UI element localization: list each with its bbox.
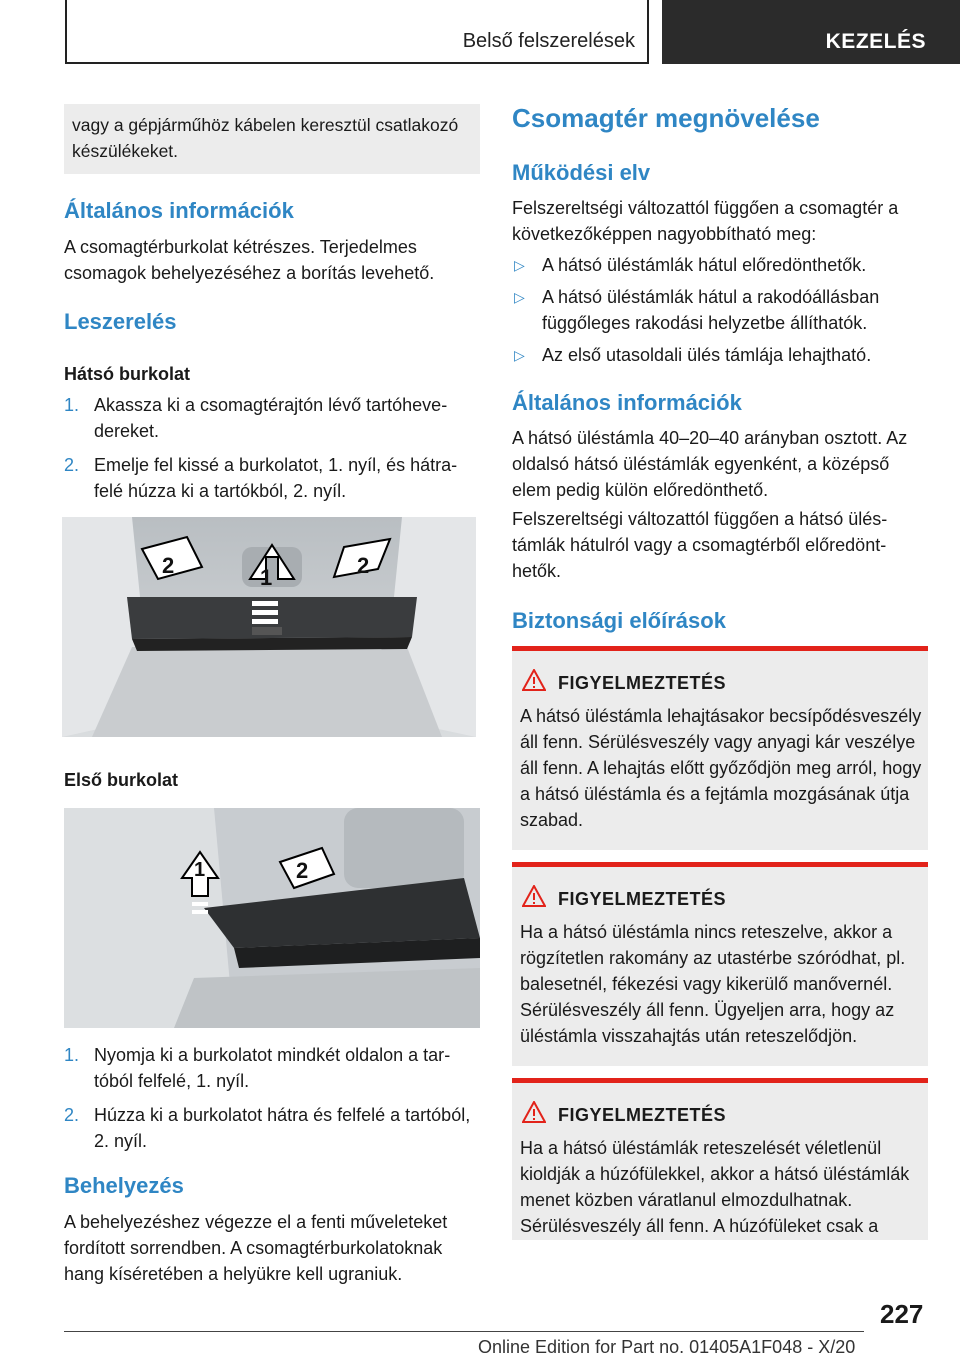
safety-heading-wrap: [512, 608, 928, 634]
main-heading: Csomagtér megnövelése: [512, 103, 820, 133]
right-general-text-1: A hátsó üléstámla 40–20–40 arányban osztott. Az oldalsó hátsó üléstámlák egyenként, a középső elem pedig külön előredönthető.: [512, 428, 908, 500]
right-general-heading: Általános információk: [512, 390, 742, 415]
bullet-item: [512, 342, 928, 368]
left-general-text-wrap: [64, 234, 480, 286]
removal-heading: Leszerelés: [64, 309, 177, 334]
page-number: 227: [880, 1299, 924, 1329]
arrow-label: 1: [194, 859, 206, 881]
warning-box: [512, 646, 928, 850]
warning-title: FIGYELMEZTETÉS: [558, 889, 727, 909]
safety-heading: Biztonsági előírások: [512, 608, 726, 633]
header-section-title: Belső felszerelések: [462, 30, 635, 52]
triangle-bullet-icon: ▷: [514, 347, 525, 363]
continuation-text: vagy a gépjárműhöz kábelen keresztül csatlakozó készülékeket.: [72, 115, 459, 161]
warning-box: [512, 862, 928, 1066]
step-number: 2.: [64, 1105, 80, 1125]
rear-step-2: [64, 452, 480, 504]
bullet-text: A hátsó üléstámlák hátul a rakodóállásban függőleges rakodási helyzetbe állíthatók.: [542, 287, 880, 333]
bullet-item: [512, 252, 928, 278]
arrow-label: 1: [260, 565, 273, 590]
step-text: Akassza ki a csomagtérajtón lévő tartóhevedereket.: [94, 395, 448, 441]
arrow-label: 2: [357, 553, 370, 578]
left-general-heading: Általános információk: [64, 198, 294, 223]
header-section-tab: [65, 0, 649, 64]
footer-edition: Online Edition for Part no. 01405A1F048 - X/20: [478, 1337, 856, 1357]
warning-box: [512, 1078, 928, 1240]
arrow-label: 2: [296, 858, 309, 883]
triangle-bullet-icon: ▷: [514, 289, 525, 305]
front-cover-heading: Első burkolat: [64, 770, 179, 790]
front-cover-illustration: [64, 808, 480, 1028]
front-cover-photo: [64, 808, 480, 1028]
step-number: 1.: [64, 395, 80, 415]
footer-divider: [64, 1331, 864, 1332]
front-step-2: [64, 1102, 480, 1154]
bullet-text: Az első utasoldali ülés támlája lehajtható.: [542, 345, 872, 365]
install-heading-wrap: [64, 1173, 480, 1199]
install-text-wrap: [64, 1209, 480, 1287]
right-general-text1-wrap: [512, 425, 928, 503]
main-heading-wrap: [512, 103, 928, 134]
bullet-item: [512, 284, 928, 336]
warning-text: A hátsó üléstámla lehajtásakor becsípődésveszély áll fenn. Sérülésveszély vagy anyagi kár veszélye áll fenn. A lehajtás előtt győződjön meg arról, hogy a hátsó üléstámla és a fejtámla mozgásának útja szabad.: [520, 706, 922, 830]
right-general-text2-wrap: [512, 506, 928, 584]
right-general-text-2: Felszereltségi változattól függően a hátsó üléstámlák hátulról vagy a csomagtérből előredönthetők.: [512, 509, 888, 581]
header-chapter-tab: [662, 0, 960, 64]
bullet-text: A hátsó üléstámlák hátul előredönthetők.: [542, 255, 867, 275]
step-text: Emelje fel kissé a burkolatot, 1. nyíl, és hátrafelé húzza ki a tartókból, 2. nyíl.: [94, 455, 458, 501]
warning-text: Ha a hátsó üléstámlák reteszelését véletlenül kioldják a húzófülekkel, akkor a hátsó üléstámlák menet közben váratlanul elmozdulhatnak. Sérülésveszély áll fenn. A húzófüleket csak a: [520, 1138, 910, 1236]
triangle-bullet-icon: ▷: [514, 257, 525, 273]
step-text: Nyomja ki a burkolatot mindkét oldalon a tartóból felfelé, 1. nyíl.: [94, 1045, 451, 1091]
front-cover-heading-wrap: [64, 770, 480, 791]
rear-cover-heading-wrap: [64, 364, 480, 385]
rear-cover-illustration: [62, 517, 476, 737]
warning-title: FIGYELMEZTETÉS: [558, 673, 727, 693]
step-number: 2.: [64, 455, 80, 475]
principle-text-wrap: [512, 195, 928, 247]
arrow-label: 2: [162, 553, 175, 578]
header-chapter-title: KEZELÉS: [825, 30, 926, 53]
principle-heading-wrap: [512, 160, 928, 186]
install-text: A behelyezéshez végezze el a fenti műveleteket fordított sorrendben. A csomagtérburkolatoknak hang kíséretében a helyükre kell ugraniuk.: [64, 1212, 448, 1284]
rear-cover-photo: [62, 517, 476, 737]
right-general-heading-wrap: [512, 390, 928, 416]
principle-heading: Működési elv: [512, 160, 651, 185]
left-general-text: A csomagtérburkolat kétrészes. Terjedelmes csomagok behelyezéséhez a borítás levehető.: [64, 237, 435, 283]
left-general-heading-wrap: [64, 198, 480, 224]
removal-heading-wrap: [64, 309, 480, 335]
warning-triangle-icon: [522, 885, 546, 907]
step-text: Húzza ki a burkolatot hátra és felfelé a tartóból, 2. nyíl.: [94, 1105, 471, 1151]
principle-text: Felszereltségi változattól függően a csomagtér a következőképpen nagyobbítható meg:: [512, 198, 899, 244]
warning-text: Ha a hátsó üléstámla nincs reteszelve, akkor a rögzítetlen rakomány az utastérbe szóródhat, pl. balesetnél, fékezési vagy kikerülő manővernél. Sérülésveszély áll fenn. Ügyeljen arra, hogy az üléstámla visszahajtás után reteszelődjön.: [520, 922, 906, 1046]
continuation-box: [64, 104, 480, 174]
warning-triangle-icon: [522, 1101, 546, 1123]
warning-title: FIGYELMEZTETÉS: [558, 1105, 727, 1125]
install-heading: Behelyezés: [64, 1173, 184, 1198]
step-number: 1.: [64, 1045, 80, 1065]
front-step-1: [64, 1042, 480, 1094]
warning-triangle-icon: [522, 669, 546, 691]
rear-cover-heading: Hátsó burkolat: [64, 364, 191, 384]
rear-step-1: [64, 392, 480, 444]
